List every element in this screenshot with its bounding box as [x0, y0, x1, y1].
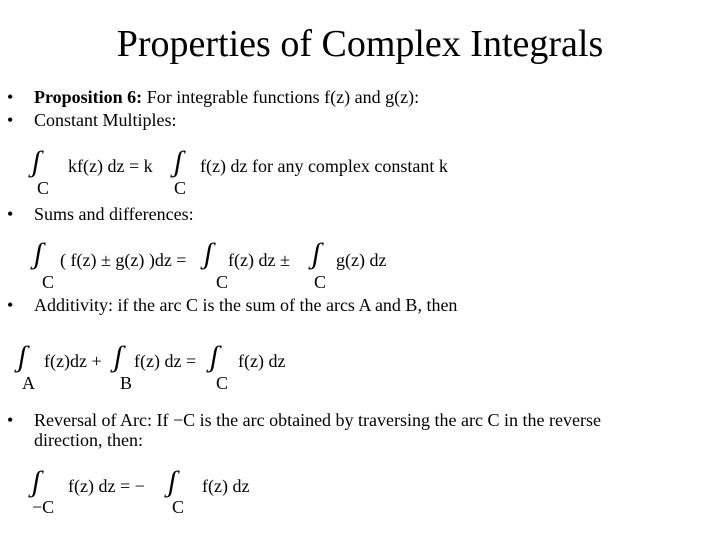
formula-text: f(z) dz ±: [228, 250, 290, 270]
formula-text: kf(z) dz = k: [68, 156, 153, 176]
integral-sign: ʃ: [174, 145, 183, 178]
integral-sign: ʃ: [168, 465, 177, 498]
integral-subscript: C: [174, 178, 187, 198]
integral-subscript: C: [37, 178, 50, 198]
formula-text: f(z) dz: [202, 476, 250, 496]
integral-subscript: C: [42, 272, 55, 292]
formula-text: f(z) dz = −: [68, 476, 145, 496]
bullet-marker: •: [7, 110, 14, 130]
page-title: Properties of Complex Integrals: [116, 23, 604, 65]
bullet-reversal-continued: direction, then:: [34, 430, 143, 450]
integral-sign: ʃ: [114, 340, 123, 373]
integral-sign: ʃ: [32, 145, 41, 178]
integral-subscript: −C: [32, 497, 55, 517]
bullet-reversal: Reversal of Arc: If −C is the arc obtained by traversing the arc C in the reverse: [34, 410, 601, 430]
bullet-constant-multiples: Constant Multiples:: [34, 110, 177, 130]
bullet-sums-differences: Sums and differences:: [34, 204, 194, 224]
integral-subscript: A: [22, 373, 35, 393]
bullet-marker: •: [7, 87, 14, 107]
integral-sign: ʃ: [18, 340, 27, 373]
formula-text: f(z)dz +: [44, 351, 102, 371]
formula-text: ( f(z) ± g(z) )dz =: [60, 250, 187, 270]
integral-subscript: B: [120, 373, 133, 393]
integral-sign: ʃ: [204, 237, 213, 270]
proposition-text: For integrable functions f(z) and g(z):: [146, 87, 420, 107]
proposition-label: Proposition 6:: [34, 87, 143, 107]
bullet-marker: •: [7, 204, 14, 224]
integral-subscript: C: [216, 272, 229, 292]
bullet-proposition: [34, 86, 419, 108]
bullet-marker: •: [7, 295, 14, 315]
integral-subscript: C: [172, 497, 185, 517]
bullet-additivity: Additivity: if the arc C is the sum of the arcs A and B, then: [34, 295, 458, 315]
integral-subscript: C: [314, 272, 327, 292]
integral-sign: ʃ: [312, 237, 321, 270]
formula-text: f(z) dz =: [134, 351, 197, 371]
bullet-marker: •: [7, 410, 14, 430]
formula-text: g(z) dz: [336, 250, 387, 270]
formula-text: f(z) dz: [238, 351, 286, 371]
integral-sign: ʃ: [32, 465, 41, 498]
integral-sign: ʃ: [210, 340, 219, 373]
formula-text: f(z) dz for any complex constant k: [200, 156, 448, 176]
integral-sign: ʃ: [34, 237, 43, 270]
integral-subscript: C: [216, 373, 229, 393]
